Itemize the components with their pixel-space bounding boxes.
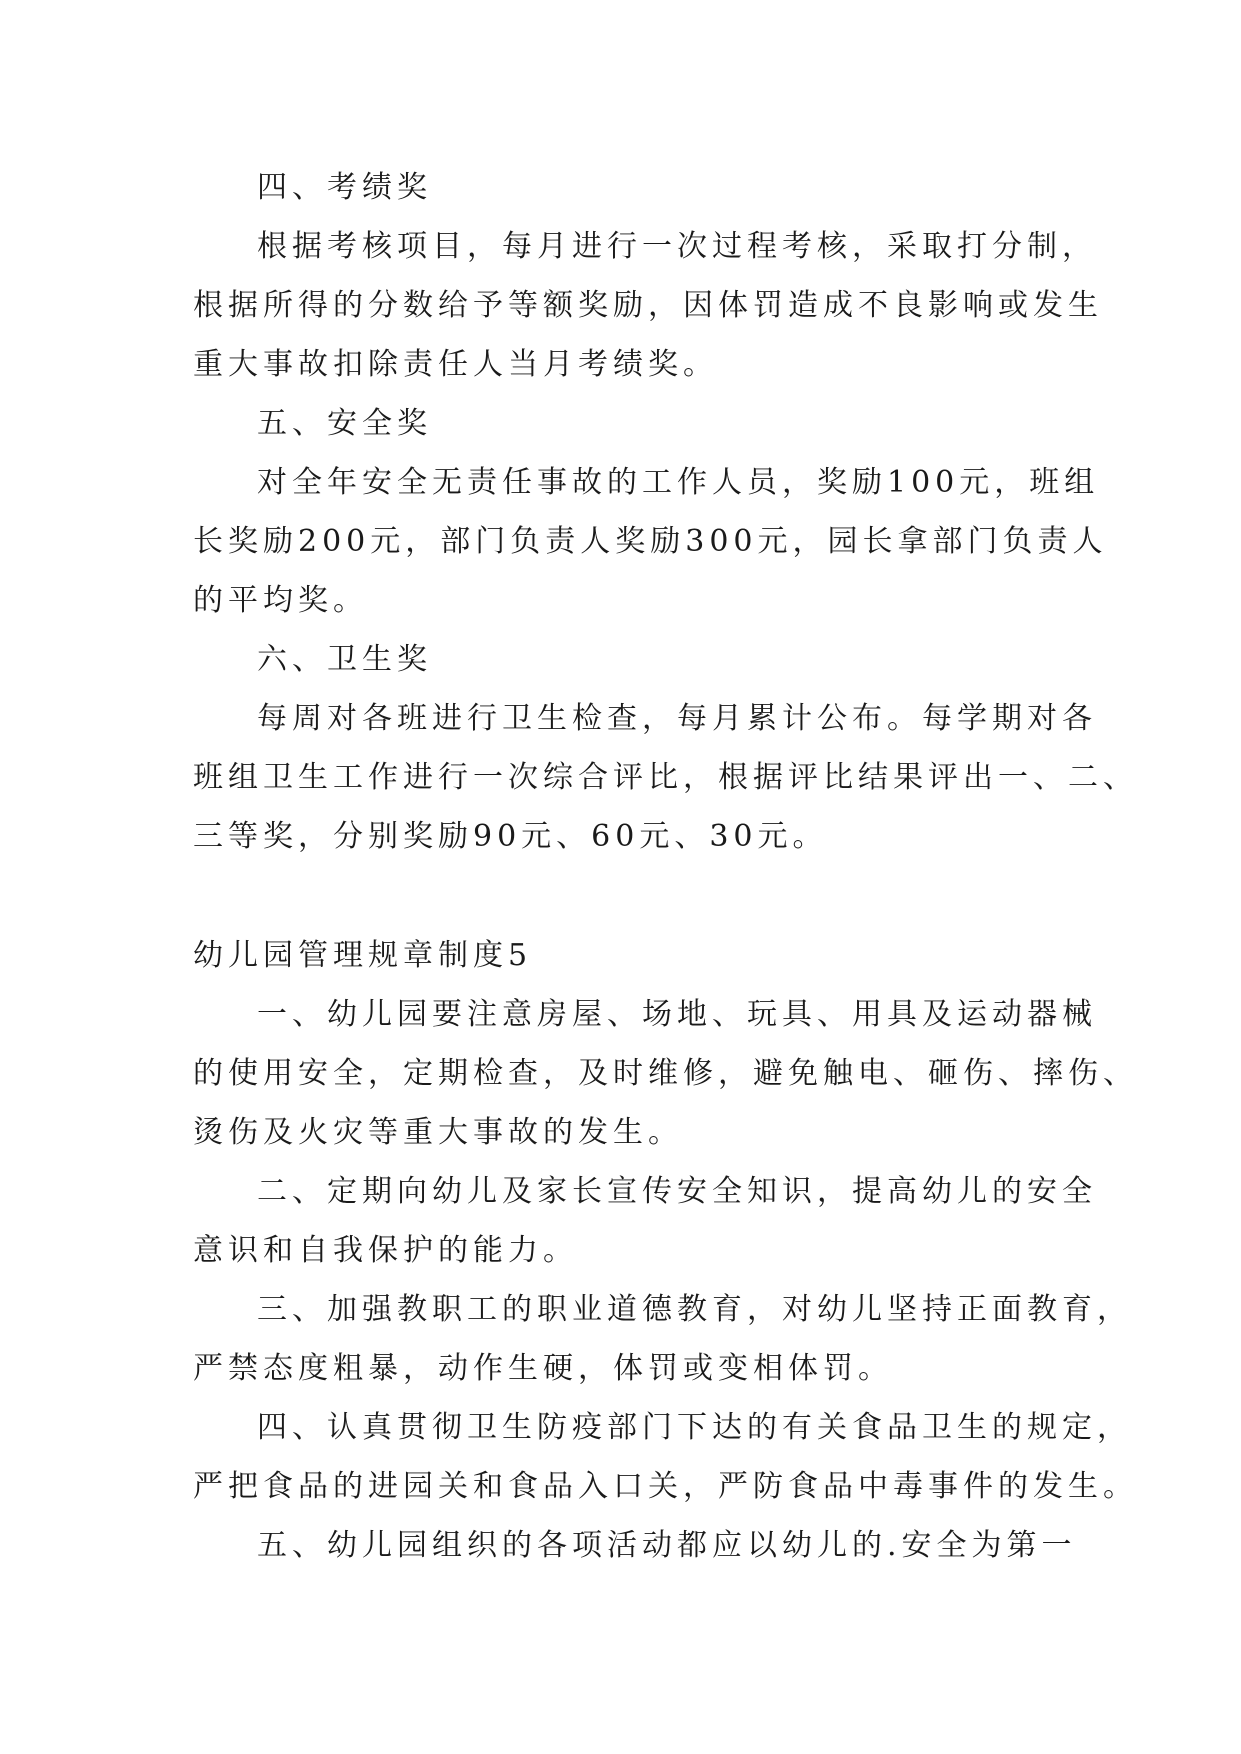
section-performance-award: [193, 158, 1103, 394]
paragraph-line: 对全年安全无责任事故的工作人员，奖励100元，班组: [257, 465, 1100, 500]
paragraph-line: 三、加强教职工的职业道德教育，对幼儿坚持正面教育，: [257, 1292, 1132, 1327]
rule-4: [193, 1398, 1138, 1516]
paragraph-line: 的平均奖。: [193, 583, 368, 618]
paragraph-line: 五、幼儿园组织的各项活动都应以幼儿的.安全为第一: [257, 1528, 1077, 1563]
paragraph-line: 二、定期向幼儿及家长宣传安全知识，提高幼儿的安全: [257, 1174, 1097, 1209]
paragraph-line: 每周对各班进行卫生检查，每月累计公布。每学期对各: [257, 701, 1097, 736]
rule-2: [193, 1162, 1097, 1280]
document-title: 幼儿园管理规章制度5: [193, 938, 533, 973]
document-page: [193, 158, 1138, 1575]
section-heading: 六、卫生奖: [257, 642, 432, 677]
section-heading: 五、安全奖: [257, 406, 432, 441]
section-heading: 四、考绩奖: [257, 170, 432, 205]
paragraph-line: 四、认真贯彻卫生防疫部门下达的有关食品卫生的规定，: [257, 1410, 1132, 1445]
paragraph-line: 长奖励200元，部门负责人奖励300元，园长拿部门负责人: [193, 524, 1108, 559]
paragraph-line: 根据考核项目，每月进行一次过程考核，采取打分制，: [257, 229, 1097, 264]
paragraph-line: 班组卫生工作进行一次综合评比，根据评比结果评出一、二、: [193, 760, 1138, 795]
rule-1: [193, 985, 1138, 1162]
paragraph-line: 意识和自我保护的能力。: [193, 1233, 578, 1268]
paragraph-line: 的使用安全，定期检查，及时维修，避免触电、砸伤、摔伤、: [193, 1056, 1138, 1091]
paragraph-line: 严把食品的进园关和食品入口关，严防食品中毒事件的发生。: [193, 1469, 1138, 1504]
paragraph-line: 重大事故扣除责任人当月考绩奖。: [193, 347, 718, 382]
section-spacer: [193, 866, 1053, 926]
rule-5: [193, 1516, 1077, 1575]
rule-3: [193, 1280, 1132, 1398]
paragraph-line: 一、幼儿园要注意房屋、场地、玩具、用具及运动器械: [257, 997, 1097, 1032]
paragraph-line: 根据所得的分数给予等额奖励，因体罚造成不良影响或发生: [193, 288, 1103, 323]
section-safety-award: [193, 394, 1108, 630]
paragraph-line: 三等奖，分别奖励90元、60元、30元。: [193, 819, 828, 854]
section-hygiene-award: [193, 630, 1138, 866]
paragraph-line: 烫伤及火灾等重大事故的发生。: [193, 1115, 683, 1150]
paragraph-line: 严禁态度粗暴，动作生硬，体罚或变相体罚。: [193, 1351, 893, 1386]
